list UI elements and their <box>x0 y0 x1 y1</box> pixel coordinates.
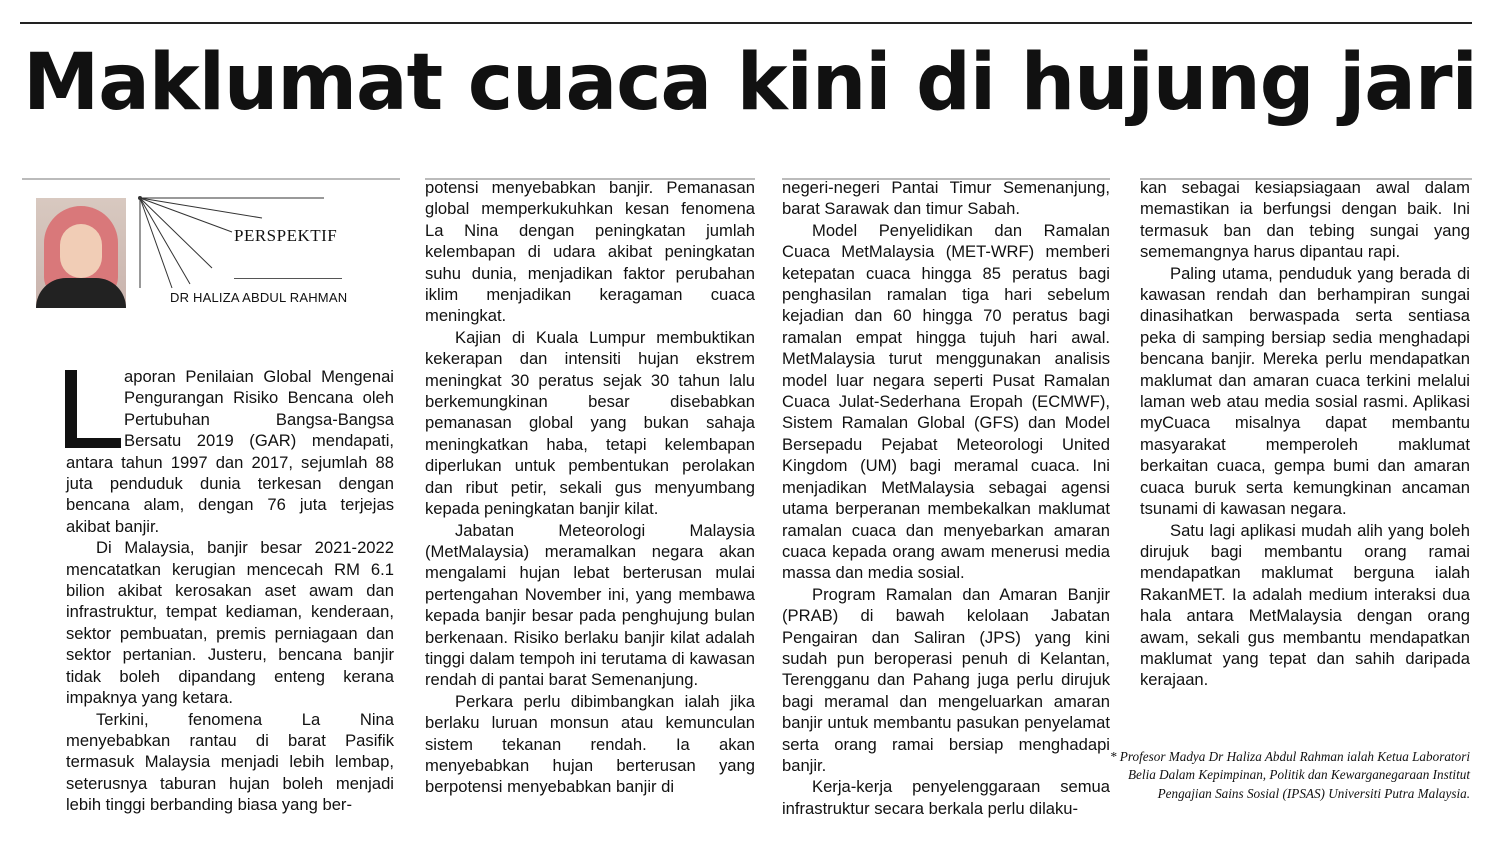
author-name: DR HALIZA ABDUL RAHMAN <box>170 290 348 305</box>
headline: Maklumat cuaca kini di hujung jari <box>23 38 1477 128</box>
paragraph: Program Ramalan dan Amaran Banjir (PRAB) di bawah kelolaan Jabatan Pengairan dan Saliran (JPS) yang kini sudah pun beroperasi penuh di Kelantan, Terengganu dan Pahang juga perlu dirujuk bagi meramal dan mengeluarkan amaran banjir untuk membantu pasukan penyelamat serta orang ramai bersiap menghadapi banjir. <box>782 584 1110 775</box>
top-rule <box>20 22 1472 24</box>
paragraph: Di Malaysia, banjir besar 2021-2022 mencatatkan kerugian mencecah RM 6.1 bilion akibat kerosakan aset awam dan infrastruktur, tempat kediaman, kenderaan, sektor pembuatan, premis perniagaan dan sektor pertanian. Justeru, bencana banjir tidak boleh dipandang enteng kerana impaknya yang ketara. <box>66 538 394 708</box>
paragraph: Model Penyelidikan dan Ramalan Cuaca MetMalaysia (MET-WRF) memberi ketepatan cuaca hingga 85 peratus bagi penghasilan ramalan tiga hari sebelum kejadian dan 60 hingga 70 peratus bagi ramalan empat hingga tujuh hari awal. MetMalaysia turut menggunakan analisis model luar negara seperti Pusat Ramalan Cuaca Julat-Sederhana Eropah (ECMWF), Sistem Ramalan Global (GFS) dan Model Bersepadu Pejabat Meteorologi United Kingdom (UM) bagi meramal cuaca. Ini menjadikan MetMalaysia sebagai agensi utama berperanan membekalkan maklumat ramalan cuaca dan menyebarkan amaran cuaca kepada orang awam menerusi media massa dan media sosial. <box>782 220 1110 583</box>
author-footnote: * Profesor Madya Dr Haliza Abdul Rahman ialah Ketua Laboratori Belia Dalam Kepimpinan, Politik dan Kewarganegaraan Institut Pengajian Sains Sosial (IPSAS) Universiti Putra Malaysia. <box>1109 749 1470 801</box>
paragraph: Satu lagi aplikasi mudah alih yang boleh dirujuk bagi membantu orang ramai mendapatkan maklumat berguna ialah RakanMET. Ia adalah medium interaksi dua hala antara MetMalaysia dengan orang awam, sekali gus membantu mendapatkan maklumat yang tepat dan sahih daripada kerajaan. <box>1140 520 1470 690</box>
paragraph: Perkara perlu dibimbangkan ialah jika berlaku luruan monsun atau kemunculan sistem tekanan rendah. Ia akan menyebabkan hujan berterusan yang berpotensi menyebabkan banjir di <box>425 691 755 797</box>
paragraph: Paling utama, penduduk yang berada di kawasan rendah dan berhampiran sungai dinasihatkan berwaspada serta sentiasa peka di samping bersiap sedia menghadapi bencana banjir. Mereka perlu mendapatkan maklumat dan amaran cuaca terkini melalui laman web atau media sosial rasmi. Aplikasi myCuaca misalnya dapat membantu masyarakat memperoleh maklumat berkaitan cuaca, gempa bumi dan amaran cuaca buruk serta kemungkinan ancaman tsunami di kawasan negara. <box>1140 263 1470 519</box>
section-label: PERSPEKTIF <box>234 226 338 245</box>
paragraph: Jabatan Meteorologi Malaysia (MetMalaysia) meramalkan negara akan mengalami hujan lebat berterusan mulai pertengahan November ini, yang membawa kepada banjir besar pada penghujung bulan berkenaan. Risiko berlaku banjir kilat adalah tinggi dalam tempoh ini terutama di kawasan rendah di pantai barat Semenanjung. <box>425 520 755 690</box>
paragraph: negeri-negeri Pantai Timur Semenanjung, barat Sarawak dan timur Sabah. <box>782 178 1110 219</box>
paragraph: aporan Penilaian Global Mengenai Pengurangan Risiko Bencana oleh Pertubuhan Bangsa-Bangsa Bersatu 2019 (GAR) mendapati, antara tahun 1997 dan 2017, sejumlah 88 juta penduduk dunia terkesan dengan bencana alam, dengan 76 juta terjejas akibat banjir. <box>66 367 394 536</box>
author-photo <box>36 198 126 308</box>
paragraph: Kajian di Kuala Lumpur membuktikan kekerapan dan intensiti hujan ekstrem meningkat 30 peratus sejak 30 tahun lalu berkemungkinan besar disebabkan pemanasan global yang bukan sahaja meningkatkan haba, tetapi kelembapan diperlukan untuk pembentukan perolakan dan ribut petir, sekali gus menyumbang kepada peningkatan banjir kilat. <box>425 327 755 519</box>
article-column-2 <box>425 177 755 798</box>
byline-box <box>22 178 400 336</box>
paragraph: Terkini, fenomena La Nina menyebabkan rantau di barat Pasifik termasuk Malaysia menjadi lebih lembap, seterusnya taburan hujan boleh menjadi lebih tinggi berbanding biasa yang ber- <box>66 709 394 815</box>
article-column-3 <box>782 177 1110 819</box>
paragraph: kan sebagai kesiapsiagaan awal dalam memastikan ia berfungsi dengan baik. Ini termasuk ban dan tebing sungai yang sememangnya harus dipantau rapi. <box>1140 178 1470 262</box>
byline-rule <box>234 278 342 279</box>
paragraph: Kerja-kerja penyelenggaraan semua infrastruktur secara berkala perlu dilaku- <box>782 777 1110 818</box>
paragraph: potensi menyebabkan banjir. Pemanasan global memperkukuhkan kesan fenomena La Nina dengan peningkatan jumlah kelembapan di udara akibat peningkatan suhu dunia, menjadikan faktor perubahan iklim menjadikan keragaman cuaca meningkat. <box>425 178 755 326</box>
article-column-1 <box>66 366 394 816</box>
article-column-4 <box>1140 177 1470 691</box>
